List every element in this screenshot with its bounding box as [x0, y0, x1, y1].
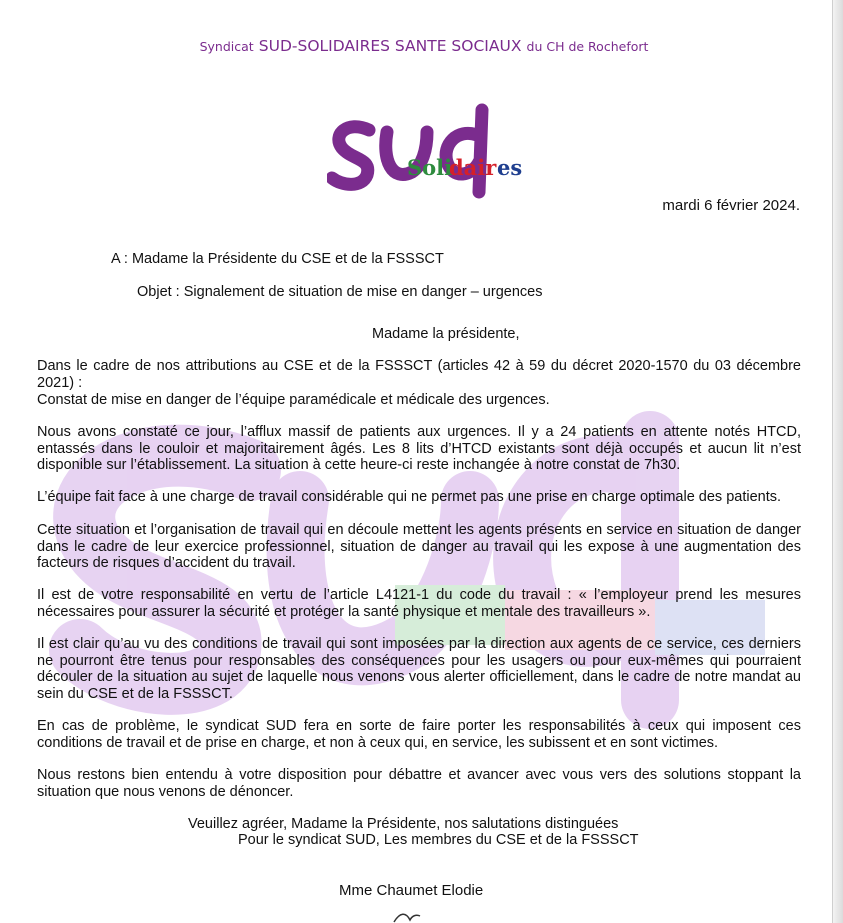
paragraph-4: L’équipe fait face à une charge de travail considérable qui ne permet pas une prise en charge optimale des patients. [37, 489, 782, 505]
letterhead-suffix: du CH de Rochefort [526, 39, 649, 54]
paragraph-2: Constat de mise en danger de l’équipe paramédicale et médicale des urgences. [37, 392, 550, 408]
subject-line: Objet : Signalement de situation de mise en danger – urgences [137, 284, 543, 300]
closing-signers: Pour le syndicat SUD, Les membres du CSE et de la FSSSCT [238, 832, 639, 848]
paragraph-9: Nous restons bien entendu à votre disposition pour débattre et avancer avec vous vers des solutions stoppant la situation que nous venons de dénoncer. [37, 767, 801, 800]
signature-mark [392, 910, 422, 923]
paragraph-5: Cette situation et l’organisation de travail qui en découle mettent les agents présents en service en situation de danger dans le cadre de leur exercice professionnel, situation de danger au travail qui les expose à une augmentation des facteurs de risques d’accident du travail. [37, 522, 801, 571]
sud-solidaires-logo [327, 100, 537, 200]
paragraph-8: En cas de problème, le syndicat SUD fera en sorte de faire porter les responsabilités à ceux qui imposent ces conditions de travail et de prise en charge, et non à ceux qui, en service, les subissent et en sont victimes. [37, 718, 801, 751]
letter-date: mardi 6 février 2024. [662, 197, 800, 214]
letterhead-prefix: Syndicat [199, 39, 254, 54]
paragraph-7: Il est clair qu’au vu des conditions de travail qui sont imposées par la direction aux agents de ce service, ces derniers ne pourront être tenus pour responsables des conséquences pour les usagers ou pour eux-mêmes qui pourraient découler de la situation au sujet de laquelle nous venons vous alerter officiellement, dans le cadre de notre mandat au sein du CSE et de la FSSSCT. [37, 636, 801, 702]
closing-formula: Veuillez agréer, Madame la Présidente, nos salutations distinguées [188, 816, 619, 832]
logo-solidaires-text: Soli [407, 155, 453, 180]
paragraph-1: Dans le cadre de nos attributions au CSE et de la FSSSCT (articles 42 à 59 du décret 2020-1570 du 03 décembre 2021) : [37, 358, 801, 391]
svg-text:dair: dair [449, 155, 497, 180]
salutation: Madame la présidente, [372, 326, 520, 342]
page-edge-shadow [832, 0, 843, 923]
svg-text:es: es [497, 155, 523, 180]
signatory-name: Mme Chaumet Elodie [339, 882, 484, 899]
letterhead [0, 36, 843, 55]
recipient-line: A : Madame la Présidente du CSE et de la FSSSCT [111, 251, 444, 267]
paragraph-3: Nous avons constaté ce jour, l’afflux massif de patients aux urgences. Il y a 24 patients en attente notés HTCD, entassés dans le couloir et majoritairement âgés. Les 8 lits d’HTCD existants sont déjà occupés et aucun lit n’est disponible sur l’établissement. La situation à cette heure-ci reste inchangée à notre constat de 7h30. [37, 424, 801, 473]
letterhead-union-name: SUD-SOLIDAIRES SANTE SOCIAUX [258, 37, 522, 55]
paragraph-6: Il est de votre responsabilité en vertu de l’article L4121-1 du code du travail : « l’employeur prend les mesures nécessaires pour assurer la sécurité et protéger la santé physique et mentale des travailleurs ». [37, 587, 801, 620]
